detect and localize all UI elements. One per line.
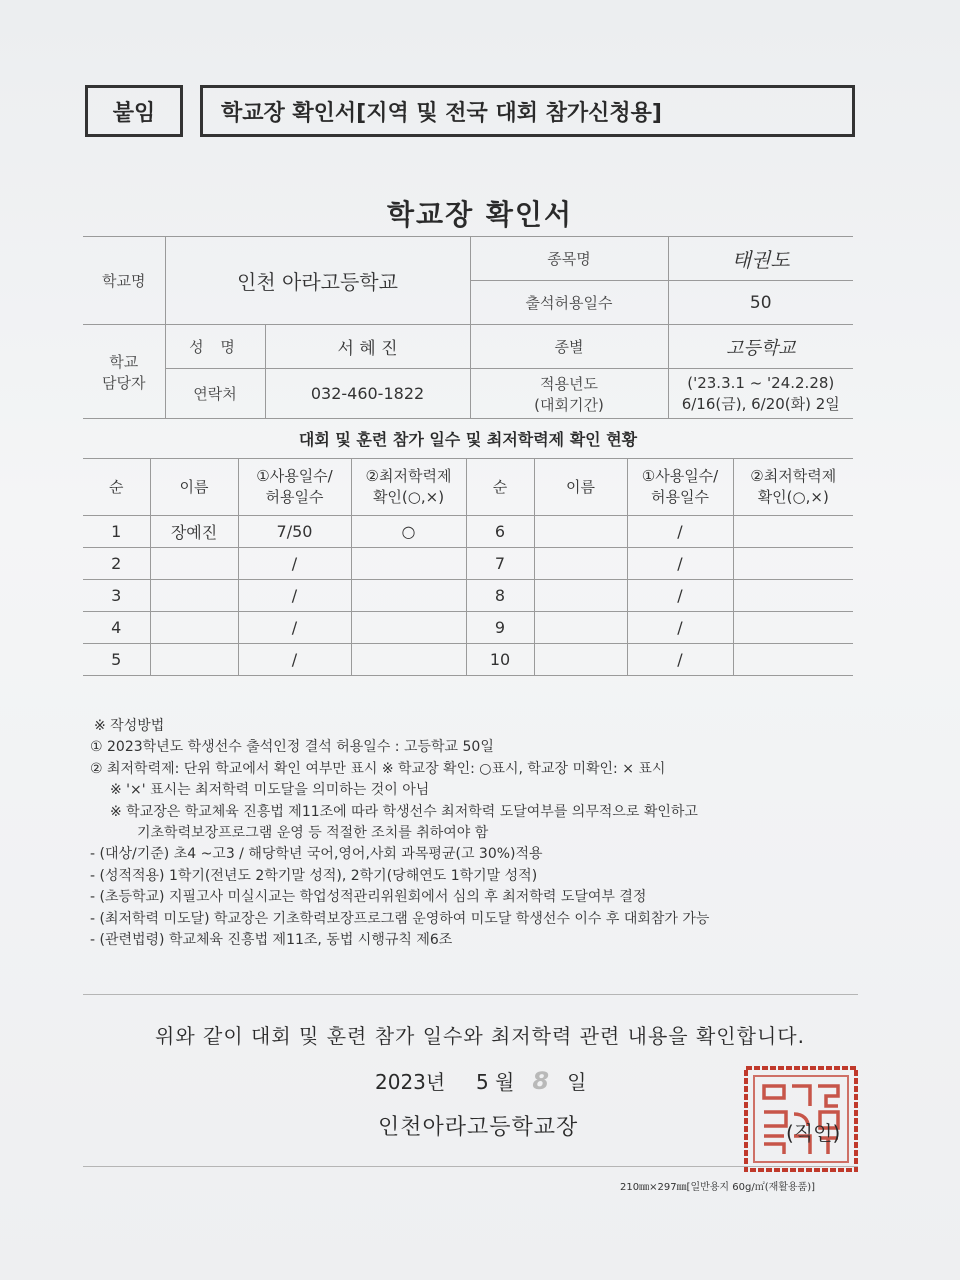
principal-name: 인천아라고등학교장 xyxy=(378,1115,579,1140)
col-check-line1: ②최저학력제 xyxy=(365,467,452,485)
row-check xyxy=(733,580,853,612)
row-check xyxy=(733,644,853,676)
confirmation-text: 위와 같이 대회 및 훈련 참가 일수와 최저학력 관련 내용을 확인합니다. xyxy=(155,1024,805,1048)
apply-dates: 6/16(금), 6/20(화) 2일 xyxy=(681,394,840,413)
row-name xyxy=(150,612,238,644)
row-no: 3 xyxy=(83,580,150,612)
apply-period: ('23.3.1 ~ '24.2.28) xyxy=(687,373,835,392)
row-name xyxy=(534,612,627,644)
row-name xyxy=(150,644,238,676)
col-name: 이름 xyxy=(150,459,238,516)
col-check-line2: 확인(○,×) xyxy=(372,488,445,506)
row-name: 장예진 xyxy=(150,516,238,548)
event-label: 종목명 xyxy=(470,237,668,281)
row-name xyxy=(534,580,627,612)
col-days-2-line2: 허용일수 xyxy=(651,488,709,506)
seal-label: (직인) xyxy=(786,1121,841,1145)
row-days: / xyxy=(238,612,351,644)
note-item: - (초등학교) 지필고사 미실시교는 학업성적관리위원회에서 심의 후 최저학력 도달여부 결정 xyxy=(90,889,647,906)
row-name xyxy=(534,548,627,580)
allowed-days-value: 50 xyxy=(668,281,853,325)
row-check xyxy=(351,644,466,676)
attachment-tag: 붙임 xyxy=(85,85,183,137)
instructions xyxy=(90,716,860,951)
row-no: 7 xyxy=(466,548,534,580)
note-item: ② 최저학력제: 단위 학교에서 확인 여부만 표시 ※ 학교장 확인: ○표시, 학교장 미확인: × 표시 xyxy=(90,760,666,777)
note-item: ① 2023학년도 학생선수 출석인정 결석 허용일수 : 고등학교 50일 xyxy=(90,739,494,756)
note-item: - (대상/기준) 초4 ~고3 / 해당학년 국어,영어,사회 과목평균(고 30%)적용 xyxy=(90,846,543,863)
apply-value xyxy=(668,369,853,419)
table-row xyxy=(83,612,853,644)
note-item: ※ '×' 표시는 최저학력 미도달을 의미하는 것이 아님 xyxy=(110,782,430,799)
status-title: 대회 및 훈련 참가 일수 및 최저학력제 확인 현황 xyxy=(298,430,638,449)
row-no: 8 xyxy=(466,580,534,612)
row-days: / xyxy=(238,548,351,580)
note-heading: ※ 작성방법 xyxy=(94,718,165,734)
row-no: 10 xyxy=(466,644,534,676)
col-check-2 xyxy=(733,459,853,516)
row-name xyxy=(150,580,238,612)
divider-bottom xyxy=(83,1166,858,1167)
info-table xyxy=(83,236,853,419)
note-item: ※ 학교장은 학교체육 진흥법 제11조에 따라 학생선수 최저학력 도달여부를 의무적으로 확인하고 xyxy=(110,803,698,820)
row-check xyxy=(733,516,853,548)
row-days: / xyxy=(238,580,351,612)
row-days: / xyxy=(238,644,351,676)
allowed-days-label: 출석허용일수 xyxy=(470,281,668,325)
note-item: 기초학력보장프로그램 운영 등 적절한 조치를 취하여야 함 xyxy=(137,825,489,842)
school-label: 학교명 xyxy=(83,237,165,325)
name-value: 서 혜 진 xyxy=(265,325,470,369)
row-check xyxy=(351,612,466,644)
manager-label-line1: 학교 xyxy=(109,352,139,371)
note-item: - (최저학력 미도달) 학교장은 기초학력보장프로그램 운영하여 미도달 학생선수 이수 후 대회참가 가능 xyxy=(90,910,710,927)
date-day: 8 xyxy=(532,1067,550,1095)
date-year: 2023년 xyxy=(375,1070,446,1094)
event-value: 태권도 xyxy=(668,237,853,281)
divider-top xyxy=(83,994,858,995)
row-days: / xyxy=(627,580,733,612)
apply-label xyxy=(470,369,668,419)
row-no: 2 xyxy=(83,548,150,580)
row-name xyxy=(534,644,627,676)
name-label: 성 명 xyxy=(165,325,265,369)
row-no: 9 xyxy=(466,612,534,644)
note-item: - (성적적용) 1학기(전년도 2학기말 성적), 2학기(당해연도 1학기말 성적) xyxy=(90,867,538,884)
col-days xyxy=(238,459,351,516)
col-no-2: 순 xyxy=(466,459,534,516)
date-month: 5 월 xyxy=(475,1070,515,1094)
row-no: 4 xyxy=(83,612,150,644)
col-check-2-line2: 확인(○,×) xyxy=(757,488,829,506)
row-check xyxy=(733,548,853,580)
note-item: - (관련법령) 학교체육 진흥법 제11조, 동법 시행규칙 제6조 xyxy=(90,932,453,949)
status-table xyxy=(83,458,853,676)
col-check-2-line1: ②최저학력제 xyxy=(750,467,837,485)
row-days: 7/50 xyxy=(238,516,351,548)
table-row xyxy=(83,580,853,612)
row-name xyxy=(534,516,627,548)
row-check xyxy=(351,580,466,612)
row-check xyxy=(351,548,466,580)
row-days: / xyxy=(627,612,733,644)
school-value: 인천 아라고등학교 xyxy=(165,237,470,325)
header-title: 학교장 확인서[지역 및 전국 대회 참가신청용] xyxy=(200,85,855,137)
table-row xyxy=(83,516,853,548)
col-days-line1: ①사용일수/ xyxy=(256,467,333,485)
manager-label xyxy=(83,325,165,419)
table-row xyxy=(83,548,853,580)
row-days: / xyxy=(627,548,733,580)
col-days-2-line1: ①사용일수/ xyxy=(641,467,719,485)
table-row xyxy=(83,644,853,676)
manager-label-line2: 담당자 xyxy=(102,373,146,392)
category-label: 종별 xyxy=(470,325,668,369)
row-check: ○ xyxy=(351,516,466,548)
row-days: / xyxy=(627,516,733,548)
row-days: / xyxy=(627,644,733,676)
contact-value: 032-460-1822 xyxy=(265,369,470,419)
paper-spec-footer: 210㎜×297㎜[일반용지 60g/㎡(재활용품)] xyxy=(620,1182,816,1193)
row-no: 6 xyxy=(466,516,534,548)
issue-date xyxy=(375,1066,586,1095)
row-no: 1 xyxy=(83,516,150,548)
category-value: 고등학교 xyxy=(668,325,853,369)
apply-label-line2: (대회기간) xyxy=(534,395,604,414)
col-no: 순 xyxy=(83,459,150,516)
row-check xyxy=(733,612,853,644)
col-check xyxy=(351,459,466,516)
status-header-row xyxy=(83,459,853,516)
col-name-2: 이름 xyxy=(534,459,627,516)
date-day-suffix: 일 xyxy=(567,1070,587,1094)
contact-label: 연락처 xyxy=(165,369,265,419)
document-title: 학교장 확인서 xyxy=(386,198,574,231)
row-name xyxy=(150,548,238,580)
col-days-2 xyxy=(627,459,733,516)
row-no: 5 xyxy=(83,644,150,676)
col-days-line2: 허용일수 xyxy=(265,488,324,506)
apply-label-line1: 적용년도 xyxy=(540,374,598,393)
